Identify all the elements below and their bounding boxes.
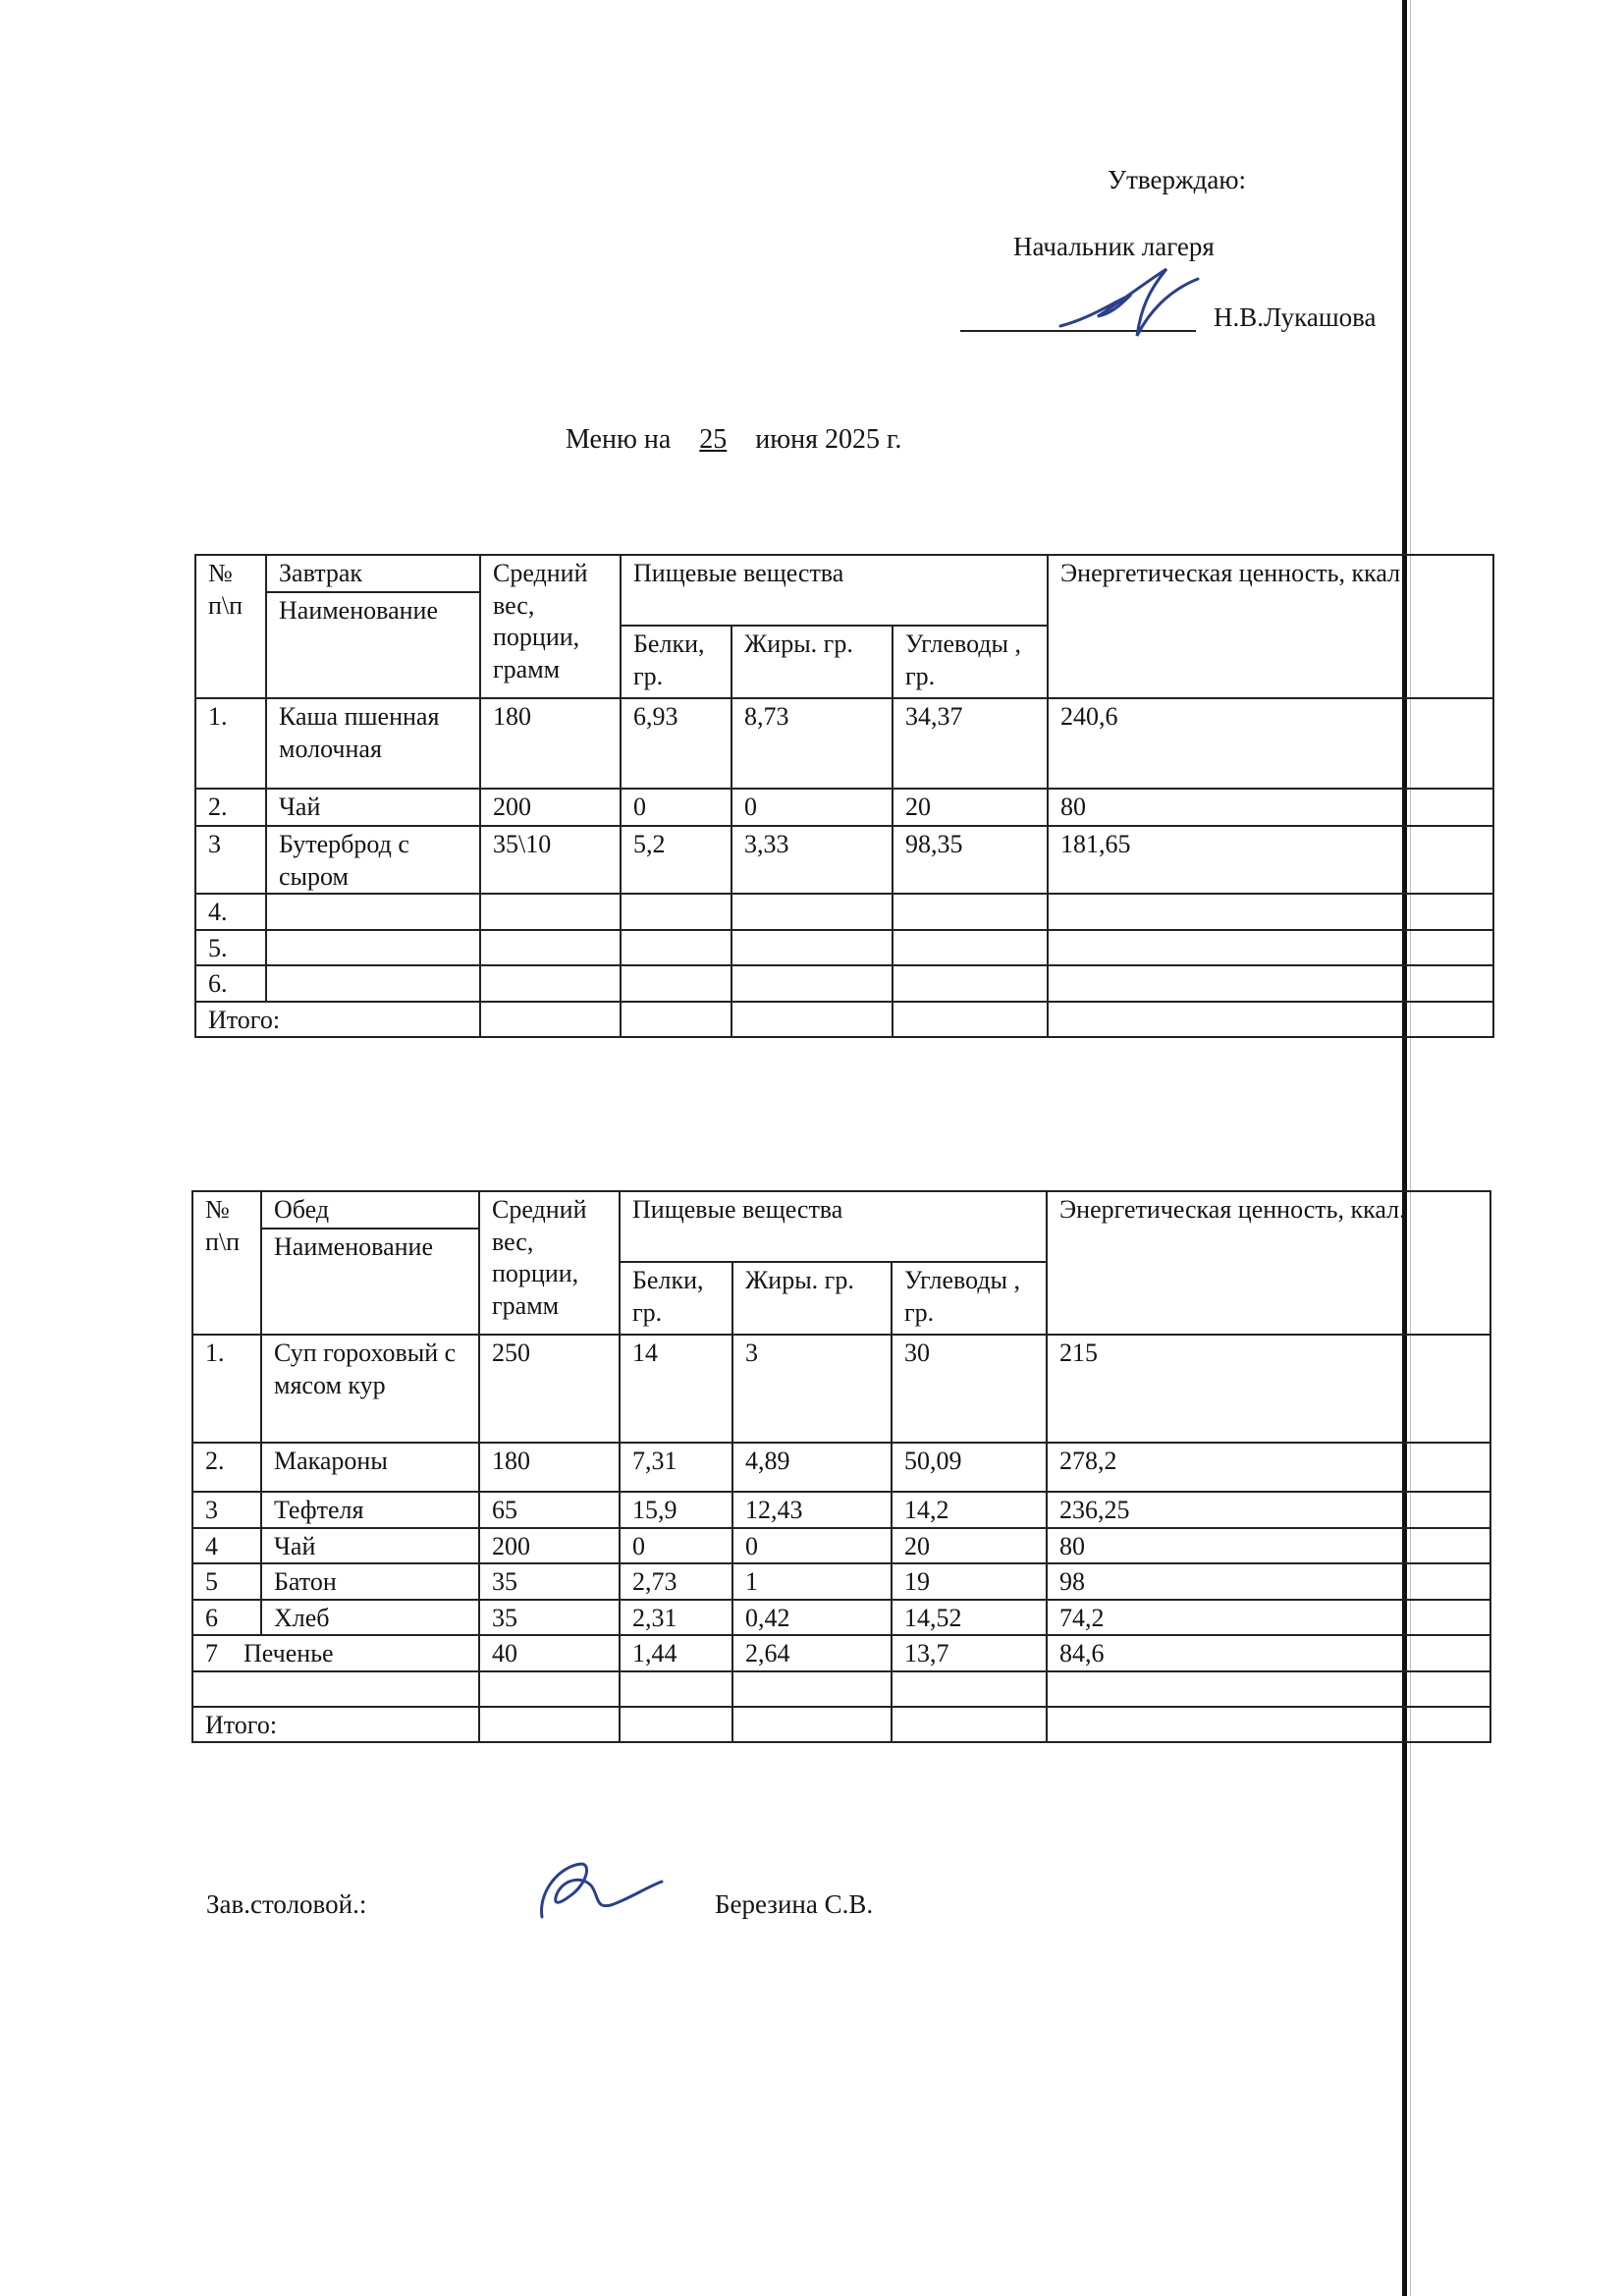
row-name: Бутерброд с сыром [266, 826, 480, 894]
header-name: Наименование [266, 592, 480, 698]
row-num: 4. [195, 894, 266, 930]
row-name: Батон [261, 1563, 479, 1600]
row-energy [1048, 930, 1493, 966]
row-num: 6. [195, 965, 266, 1002]
row-name: Суп гороховый с мясом кур [261, 1335, 479, 1443]
row-energy: 80 [1047, 1528, 1490, 1564]
footer-label: Зав.столовой.: [206, 1889, 367, 1919]
row-carbs: 30 [892, 1335, 1047, 1443]
table-row [195, 930, 1493, 966]
row-fat: 0 [732, 1528, 892, 1564]
row-carbs: 13,7 [892, 1635, 1047, 1671]
row-name: Чай [266, 789, 480, 826]
total-row [192, 1707, 1490, 1743]
table-row [192, 1563, 1490, 1600]
row-name: Макароны [261, 1443, 479, 1492]
row-energy: 236,25 [1047, 1492, 1490, 1528]
row-protein: 7,31 [620, 1443, 732, 1492]
header-nutrients: Пищевые вещества [621, 555, 1048, 626]
row-carbs: 14,2 [892, 1492, 1047, 1528]
row-protein: 15,9 [620, 1492, 732, 1528]
row-name: Тефтеля [261, 1492, 479, 1528]
row-num: 1. [195, 698, 266, 789]
row-weight [480, 930, 621, 966]
header-fat: Жиры. гр. [732, 1262, 892, 1335]
menu-title-suffix: июня 2025 г. [755, 424, 902, 455]
row-fat: 3 [732, 1335, 892, 1443]
row-protein [621, 930, 731, 966]
row-fat: 12,43 [732, 1492, 892, 1528]
header-num: № п\п [195, 555, 266, 698]
row-protein: 6,93 [621, 698, 731, 789]
header-energy: Энергетическая ценность, ккал. [1047, 1191, 1490, 1335]
row-carbs: 34,37 [893, 698, 1048, 789]
row-name: Каша пшенная молочная [266, 698, 480, 789]
row-weight: 180 [480, 698, 621, 789]
row-energy: 74,2 [1047, 1600, 1490, 1636]
row-fat [731, 965, 893, 1002]
row-weight: 65 [479, 1492, 620, 1528]
row-protein [621, 965, 731, 1002]
menu-title [566, 424, 901, 456]
row-protein: 14 [620, 1335, 732, 1443]
row-weight: 35\10 [480, 826, 621, 894]
header-weight: Средний вес, порции, грамм [479, 1191, 620, 1335]
row-num: 2. [195, 789, 266, 826]
row-fat [731, 894, 893, 930]
row-name [266, 965, 480, 1002]
row-num: 3 [192, 1492, 261, 1528]
row-num: 5 [192, 1563, 261, 1600]
table-row [192, 1443, 1490, 1492]
total-label: Итого: [192, 1707, 479, 1743]
row-weight: 35 [479, 1563, 620, 1600]
row-weight [480, 894, 621, 930]
canteen-signature-icon [530, 1852, 668, 1931]
footer-name: Березина С.В. [715, 1889, 874, 1919]
row-fat: 1 [732, 1563, 892, 1600]
row-num: 6 [192, 1600, 261, 1636]
table-row [195, 826, 1493, 894]
row-fat: 0,42 [732, 1600, 892, 1636]
row-weight: 35 [479, 1600, 620, 1636]
row-fat: 0 [731, 789, 893, 826]
table-row [195, 698, 1493, 789]
row-num: 5. [195, 930, 266, 966]
table-row [195, 789, 1493, 826]
header-meal: Обед [261, 1191, 479, 1229]
header-nutrients: Пищевые вещества [620, 1191, 1047, 1262]
row-carbs [893, 930, 1048, 966]
row-protein: 2,73 [620, 1563, 732, 1600]
row-energy: 278,2 [1047, 1443, 1490, 1492]
scan-edge-shadow [1410, 0, 1411, 2296]
row-fat: 4,89 [732, 1443, 892, 1492]
row-weight: 40 [479, 1635, 620, 1671]
header-num: № п\п [192, 1191, 261, 1335]
row-carbs [893, 894, 1048, 930]
row-energy [1048, 894, 1493, 930]
table-row [192, 1528, 1490, 1564]
approval-name: Н.В.Лукашова [1214, 302, 1377, 332]
row-energy: 240,6 [1048, 698, 1493, 789]
row-protein: 5,2 [621, 826, 731, 894]
menu-title-day: 25 [699, 424, 728, 455]
row-weight: 200 [480, 789, 621, 826]
table-row [192, 1600, 1490, 1636]
row-weight [480, 965, 621, 1002]
row-energy: 98 [1047, 1563, 1490, 1600]
row-energy: 181,65 [1048, 826, 1493, 894]
row-fat: 3,33 [731, 826, 893, 894]
header-energy: Энергетическая ценность, ккал. [1048, 555, 1493, 698]
total-label: Итого: [195, 1002, 480, 1038]
row-weight: 180 [479, 1443, 620, 1492]
row-num: 4 [192, 1528, 261, 1564]
row-num: 1. [192, 1335, 261, 1443]
row-energy [1048, 965, 1493, 1002]
row-protein: 2,31 [620, 1600, 732, 1636]
row-energy: 84,6 [1047, 1635, 1490, 1671]
row-name [266, 930, 480, 966]
header-weight: Средний вес, порции, грамм [480, 555, 621, 698]
row-num: 3 [195, 826, 266, 894]
row-fat [731, 930, 893, 966]
breakfast-table [194, 554, 1494, 1038]
header-meal: Завтрак [266, 555, 480, 592]
row-name: Хлеб [261, 1600, 479, 1636]
row-name: Чай [261, 1528, 479, 1564]
row-carbs: 14,52 [892, 1600, 1047, 1636]
row-num: 7 [205, 1639, 218, 1667]
row-carbs: 50,09 [892, 1443, 1047, 1492]
table-row [195, 965, 1493, 1002]
scan-edge-line [1402, 0, 1407, 2296]
table-row [192, 1635, 1490, 1671]
header-fat: Жиры. гр. [731, 626, 893, 698]
header-carbs: Углеводы , гр. [892, 1262, 1047, 1335]
row-carbs: 20 [892, 1528, 1047, 1564]
header-carbs: Углеводы , гр. [893, 626, 1048, 698]
menu-title-prefix: Меню на [566, 424, 672, 455]
row-carbs [893, 965, 1048, 1002]
header-protein: Белки, гр. [621, 626, 731, 698]
row-name [266, 894, 480, 930]
director-signature-icon [1051, 257, 1227, 346]
row-weight: 200 [479, 1528, 620, 1564]
approval-title: Утверждаю: [1108, 165, 1247, 194]
row-energy: 80 [1048, 789, 1493, 826]
header-protein: Белки, гр. [620, 1262, 732, 1335]
total-row [195, 1002, 1493, 1038]
row-protein [621, 894, 731, 930]
row-carbs: 19 [892, 1563, 1047, 1600]
row-carbs: 98,35 [893, 826, 1048, 894]
table-row [192, 1335, 1490, 1443]
row-num-name [192, 1635, 479, 1671]
table-row-empty [192, 1671, 1490, 1707]
row-protein: 0 [621, 789, 731, 826]
lunch-table [191, 1190, 1491, 1743]
row-energy: 215 [1047, 1335, 1490, 1443]
table-row [192, 1492, 1490, 1528]
row-name: Печенье [244, 1639, 334, 1667]
table-row [195, 894, 1493, 930]
row-fat: 8,73 [731, 698, 893, 789]
approval-position: Начальник лагеря [1013, 232, 1215, 261]
row-carbs: 20 [893, 789, 1048, 826]
row-fat: 2,64 [732, 1635, 892, 1671]
row-num: 2. [192, 1443, 261, 1492]
row-protein: 1,44 [620, 1635, 732, 1671]
header-name: Наименование [261, 1229, 479, 1335]
row-weight: 250 [479, 1335, 620, 1443]
row-protein: 0 [620, 1528, 732, 1564]
